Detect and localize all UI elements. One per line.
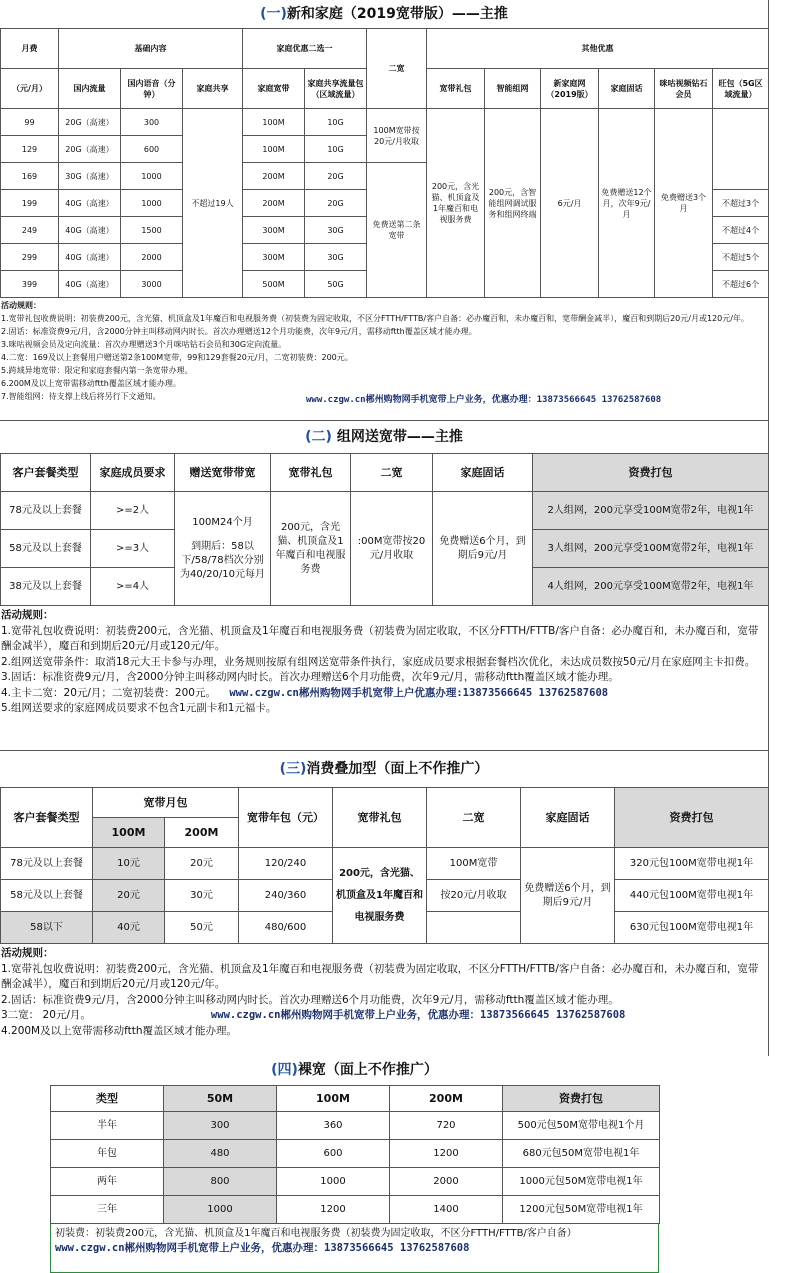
table-row: 三年 1000 1200 1400 1200元包50M宽带电视1年 bbox=[51, 1196, 660, 1224]
table-row: 399 40G（高速） 3000 500M 50G 不超过6个 bbox=[1, 271, 769, 298]
table-row: 38元及以上套餐 >=4人 4人组网，200元享受100M宽带2年，电视1年 bbox=[1, 568, 769, 606]
gift: 200元，含光猫、机顶盒及1年魔百和电视服务费 bbox=[427, 109, 485, 298]
section-1 bbox=[0, 0, 769, 420]
ad-text-3: www.czgw.cn郴州购物网手机宽带上户业务，优惠办理：13873566645 13762587608 bbox=[210, 1009, 626, 1021]
fixed: 免费赠送6个月，到期后9元/月 bbox=[433, 492, 533, 606]
section-4-title: (四)裸宽（面上不作推广） bbox=[271, 1062, 438, 1078]
h-second: 二宽 bbox=[367, 29, 427, 109]
table-row: 两年 800 1000 2000 1000元包50M宽带电视1年 bbox=[51, 1168, 660, 1196]
table-row: 年包 480 600 1200 680元包50M宽带电视1年 bbox=[51, 1140, 660, 1168]
plan-table-3: 客户套餐类型 宽带月包 宽带年包（元） 宽带礼包 二宽 家庭固话 资费打包 100M 200M 78元及以上套餐 10元 20元 120/240 200元，含光猫、机顶盒及1年魔百和电视服务费 100M宽带 免费赠送6个月，到期后9元/月 320元包100M宽带电视1年 58元及以上套餐 20元 30元 240/360 按20元/月收取 440元包100M宽带电视1年 58以下 40元 50元 480/600 630元包100M宽带电视1年 bbox=[0, 787, 769, 944]
table-row: 199 40G（高速） 1000 200M 20G 不超过3个 bbox=[1, 190, 769, 217]
section-4 bbox=[50, 1055, 659, 1272]
table-row: 半年 300 360 720 500元包50M宽带电视1个月 bbox=[51, 1112, 660, 1140]
newnet: 6元/月 bbox=[541, 109, 599, 298]
table-row: 169 30G（高速） 1000 200M 20G 免费送第二条宽带 bbox=[1, 163, 769, 190]
h-choose: 家庭优惠二选一 bbox=[243, 29, 367, 69]
table-row: 129 20G（高速） 600 100M 10G bbox=[1, 136, 769, 163]
fixed: 免费赠送6个月，到期后9元/月 bbox=[521, 848, 615, 944]
second-b: 免费送第二条宽带 bbox=[367, 163, 427, 298]
bandwidth: 100M24个月 到期后：58以下/58/78档次分别为40/20/10元每月 bbox=[175, 492, 271, 606]
gift: 200元，含光猫、机顶盒及1年魔百和电视服务费 bbox=[271, 492, 351, 606]
h-newnet: 新家庭网（2019版） bbox=[541, 69, 599, 109]
table-row: 299 40G（高速） 2000 300M 30G 不超过5个 bbox=[1, 244, 769, 271]
table-row: 99 20G（高速） 300 不超过19人 100M 10G 100M宽带按20元/月收取 200元，含光猫、机顶盒及1年魔百和电视服务费 200元，含智能组网调试服务和组网终端 6元/月 免费赠送12个月，次年9元/月 免费赠送3个月 bbox=[1, 109, 769, 136]
h-smart: 智能组网 bbox=[485, 69, 541, 109]
rules-3: 活动规则： 1.宽带礼包收费说明：初装费200元，含光猫、机顶盒及1年魔百和电视服务费（初装费为固定收取，不区分FTTH/FTTB/客户自备：必办魔百和，未办魔百和，宽带酬金减半），魔百和到期后20元/月或120元/年。 2.固话：标准资费9元/月，含2000分钟主叫移动网内时长。首次办理赠送6个月功能费，次年9元/月，需移动ftth覆盖区域才能办理。 3二宽： 20元/月。 www.czgw.cn郴州购物网手机宽带上户业务，优惠办理：13873566645 13762587608 4.200M及以上宽带需移动ftth覆盖区域才能办理。 bbox=[1, 947, 759, 1037]
table-row: 78元及以上套餐 10元 20元 120/240 200元，含光猫、机顶盒及1年魔百和电视服务费 100M宽带 免费赠送6个月，到期后9元/月 320元包100M宽带电视1年 bbox=[1, 848, 769, 880]
smart: 200元，含智能组网调试服务和组网终端 bbox=[485, 109, 541, 298]
h-gift: 宽带礼包 bbox=[427, 69, 485, 109]
migu: 免费赠送3个月 bbox=[655, 109, 713, 298]
second: :00M宽带按20元/月收取 bbox=[351, 492, 433, 606]
h-unit: （元/月） bbox=[1, 69, 59, 109]
note-4: 初装费：初装费200元，含光猫、机顶盒及1年魔百和电视服务费（初装费为固定收取，不区分FTTH/FTTB/客户自备） www.czgw.cn郴州购物网手机宽带上户业务，优惠办理：13873566645 13762587608 bbox=[50, 1224, 659, 1273]
table-row: 78元及以上套餐 >=2人 100M24个月 到期后：58以下/58/78档次分别为40/20/10元每月 200元，含光猫、机顶盒及1年魔百和电视服务费 :00M宽带按20元/月收取 免费赠送6个月，到期后9元/月 2人组网，200元享受100M宽带2年，电视1年 bbox=[1, 492, 769, 530]
h-fee: 月费 bbox=[1, 29, 59, 69]
h-shareflow: 家庭共享流量包（区域流量） bbox=[305, 69, 367, 109]
h-wang: 旺包（5G区域流量） bbox=[713, 69, 769, 109]
h-bb: 家庭宽带 bbox=[243, 69, 305, 109]
plan-table-4: 类型 50M 100M 200M 资费打包 半年 300 360 720 500元包50M宽带电视1个月 年包 480 600 1200 680元包50M宽带电视1年 两年 800 1000 2000 1000元包50M宽带电视1年 三年 1000 1200 1400 1200元包50M宽带电视1年 bbox=[50, 1085, 660, 1224]
ad-text-1: www.czgw.cn郴州购物网手机宽带上户业务，优惠办理：13873566645 13762587608 bbox=[306, 395, 662, 405]
rules-2: 活动规则： 1.宽带礼包收费说明：初装费200元，含光猫、机顶盒及1年魔百和电视服务费（初装费为固定收取，不区分FTTH/FTTB/客户自备：必办魔百和，未办魔百和，宽带酬金减半），魔百和到期后20元/月或120元/年。 2.组网送宽带条件：取消18元大王卡参与办理，业务规则按原有组网送宽带条件执行，家庭成员要求根据套餐档次优化，未达成员数按50元/月在家庭网主卡扣费。 3.固话：标准资费9元/月，含2000分钟主叫移动网内时长。首次办理赠送6个月功能费，次年9元/月，需移动ftth覆盖区域才能办理。 4.主卡二宽：20元/月；二宽初装费：200元。 www.czgw.cn郴州购物网手机宽带上户优惠办理:13873566645 13762587608 5.组网送要求的家庭网成员要求不包含1元副卡和1元福卡。 bbox=[1, 609, 759, 714]
table-row: 58元及以上套餐 >=3人 3人组网，200元享受100M宽带2年，电视1年 bbox=[1, 530, 769, 568]
second-a: 100M宽带按20元/月收取 bbox=[367, 109, 427, 163]
share-limit: 不超过19人 bbox=[183, 109, 243, 298]
gift: 200元，含光猫、机顶盒及1年魔百和电视服务费 bbox=[333, 848, 427, 944]
section-3-title: (三)消费叠加型（面上不作推广） bbox=[279, 761, 489, 777]
rules-1: 活动规则： 1.宽带礼包收费说明：初装费200元，含光猫、机顶盒及1年魔百和电视服务费（初装费为固定收取，不区分FTTH/FTTB/客户自备：必办魔百和，未办魔百和，宽带酬金减半），魔百和到期后20元/月或120元/年。 2.固话：标准资费9元/月，含2000分钟主叫移动网内时长。首次办理赠送12个月功能费，次年9元/月，需移动ftth覆盖区域才能办理。 3.咪咕视频会员及定向流量：首次办理赠送3个月咪咕钻石会员和30G定向流量。 4.二宽：169及以上套餐用户赠送第2条100M宽带，99和129套餐20元/月，二宽初装费：200元。 5.跨域异地宽带：限定和家庭套餐内第一条宽带办理。 6.200M及以上宽带需移动ftth覆盖区域才能办理。 7.智能组网：待支撑上线后将另行下文通知。 bbox=[1, 301, 749, 401]
fixed: 免费赠送12个月，次年9元/月 bbox=[599, 109, 655, 298]
table-row: 58以下 40元 50元 480/600 630元包100M宽带电视1年 bbox=[1, 912, 769, 944]
h-base: 基础内容 bbox=[59, 29, 243, 69]
h-migu: 咪咕视频钻石会员 bbox=[655, 69, 713, 109]
ad-text-2: www.czgw.cn郴州购物网手机宽带上户优惠办理:13873566645 13762587608 bbox=[229, 686, 609, 699]
h-flow: 国内流量 bbox=[59, 69, 121, 109]
section-3 bbox=[0, 750, 769, 1056]
h-share: 家庭共享 bbox=[183, 69, 243, 109]
h-fixed: 家庭固话 bbox=[599, 69, 655, 109]
h-voice: 国内语音（分钟） bbox=[121, 69, 183, 109]
wang-empty bbox=[713, 109, 769, 190]
ad-text-4: www.czgw.cn郴州购物网手机宽带上户业务，优惠办理：13873566645 13762587608 bbox=[55, 1242, 470, 1254]
section-1-title: (一)新和家庭（2019宽带版）——主推 bbox=[260, 6, 508, 22]
section-2-title: (二) 组网送宽带——主推 bbox=[305, 429, 463, 445]
section-2 bbox=[0, 420, 769, 751]
h-other: 其他优惠 bbox=[427, 29, 769, 69]
plan-table-1 bbox=[0, 28, 769, 298]
plan-table-2: 客户套餐类型 家庭成员要求 赠送宽带带宽 宽带礼包 二宽 家庭固话 资费打包 78元及以上套餐 >=2人 100M24个月 到期后：58以下/58/78档次分别为40/20/10元每月 200元，含光猫、机顶盒及1年魔百和电视服务费 :00M宽带按20元/月收取 免费赠送6个月，到期后9元/月 2人组网，200元享受100M宽带2年，电视1年 58元及以上套餐 >=3人 3人组网，200元享受100M宽带2年，电视1年 38元及以上套餐 >=4人 4人组网，200元享受100M宽带2年，电视1年 bbox=[0, 453, 769, 606]
table-row: 58元及以上套餐 20元 30元 240/360 按20元/月收取 440元包100M宽带电视1年 bbox=[1, 880, 769, 912]
table-row: 249 40G（高速） 1500 300M 30G 不超过4个 bbox=[1, 217, 769, 244]
